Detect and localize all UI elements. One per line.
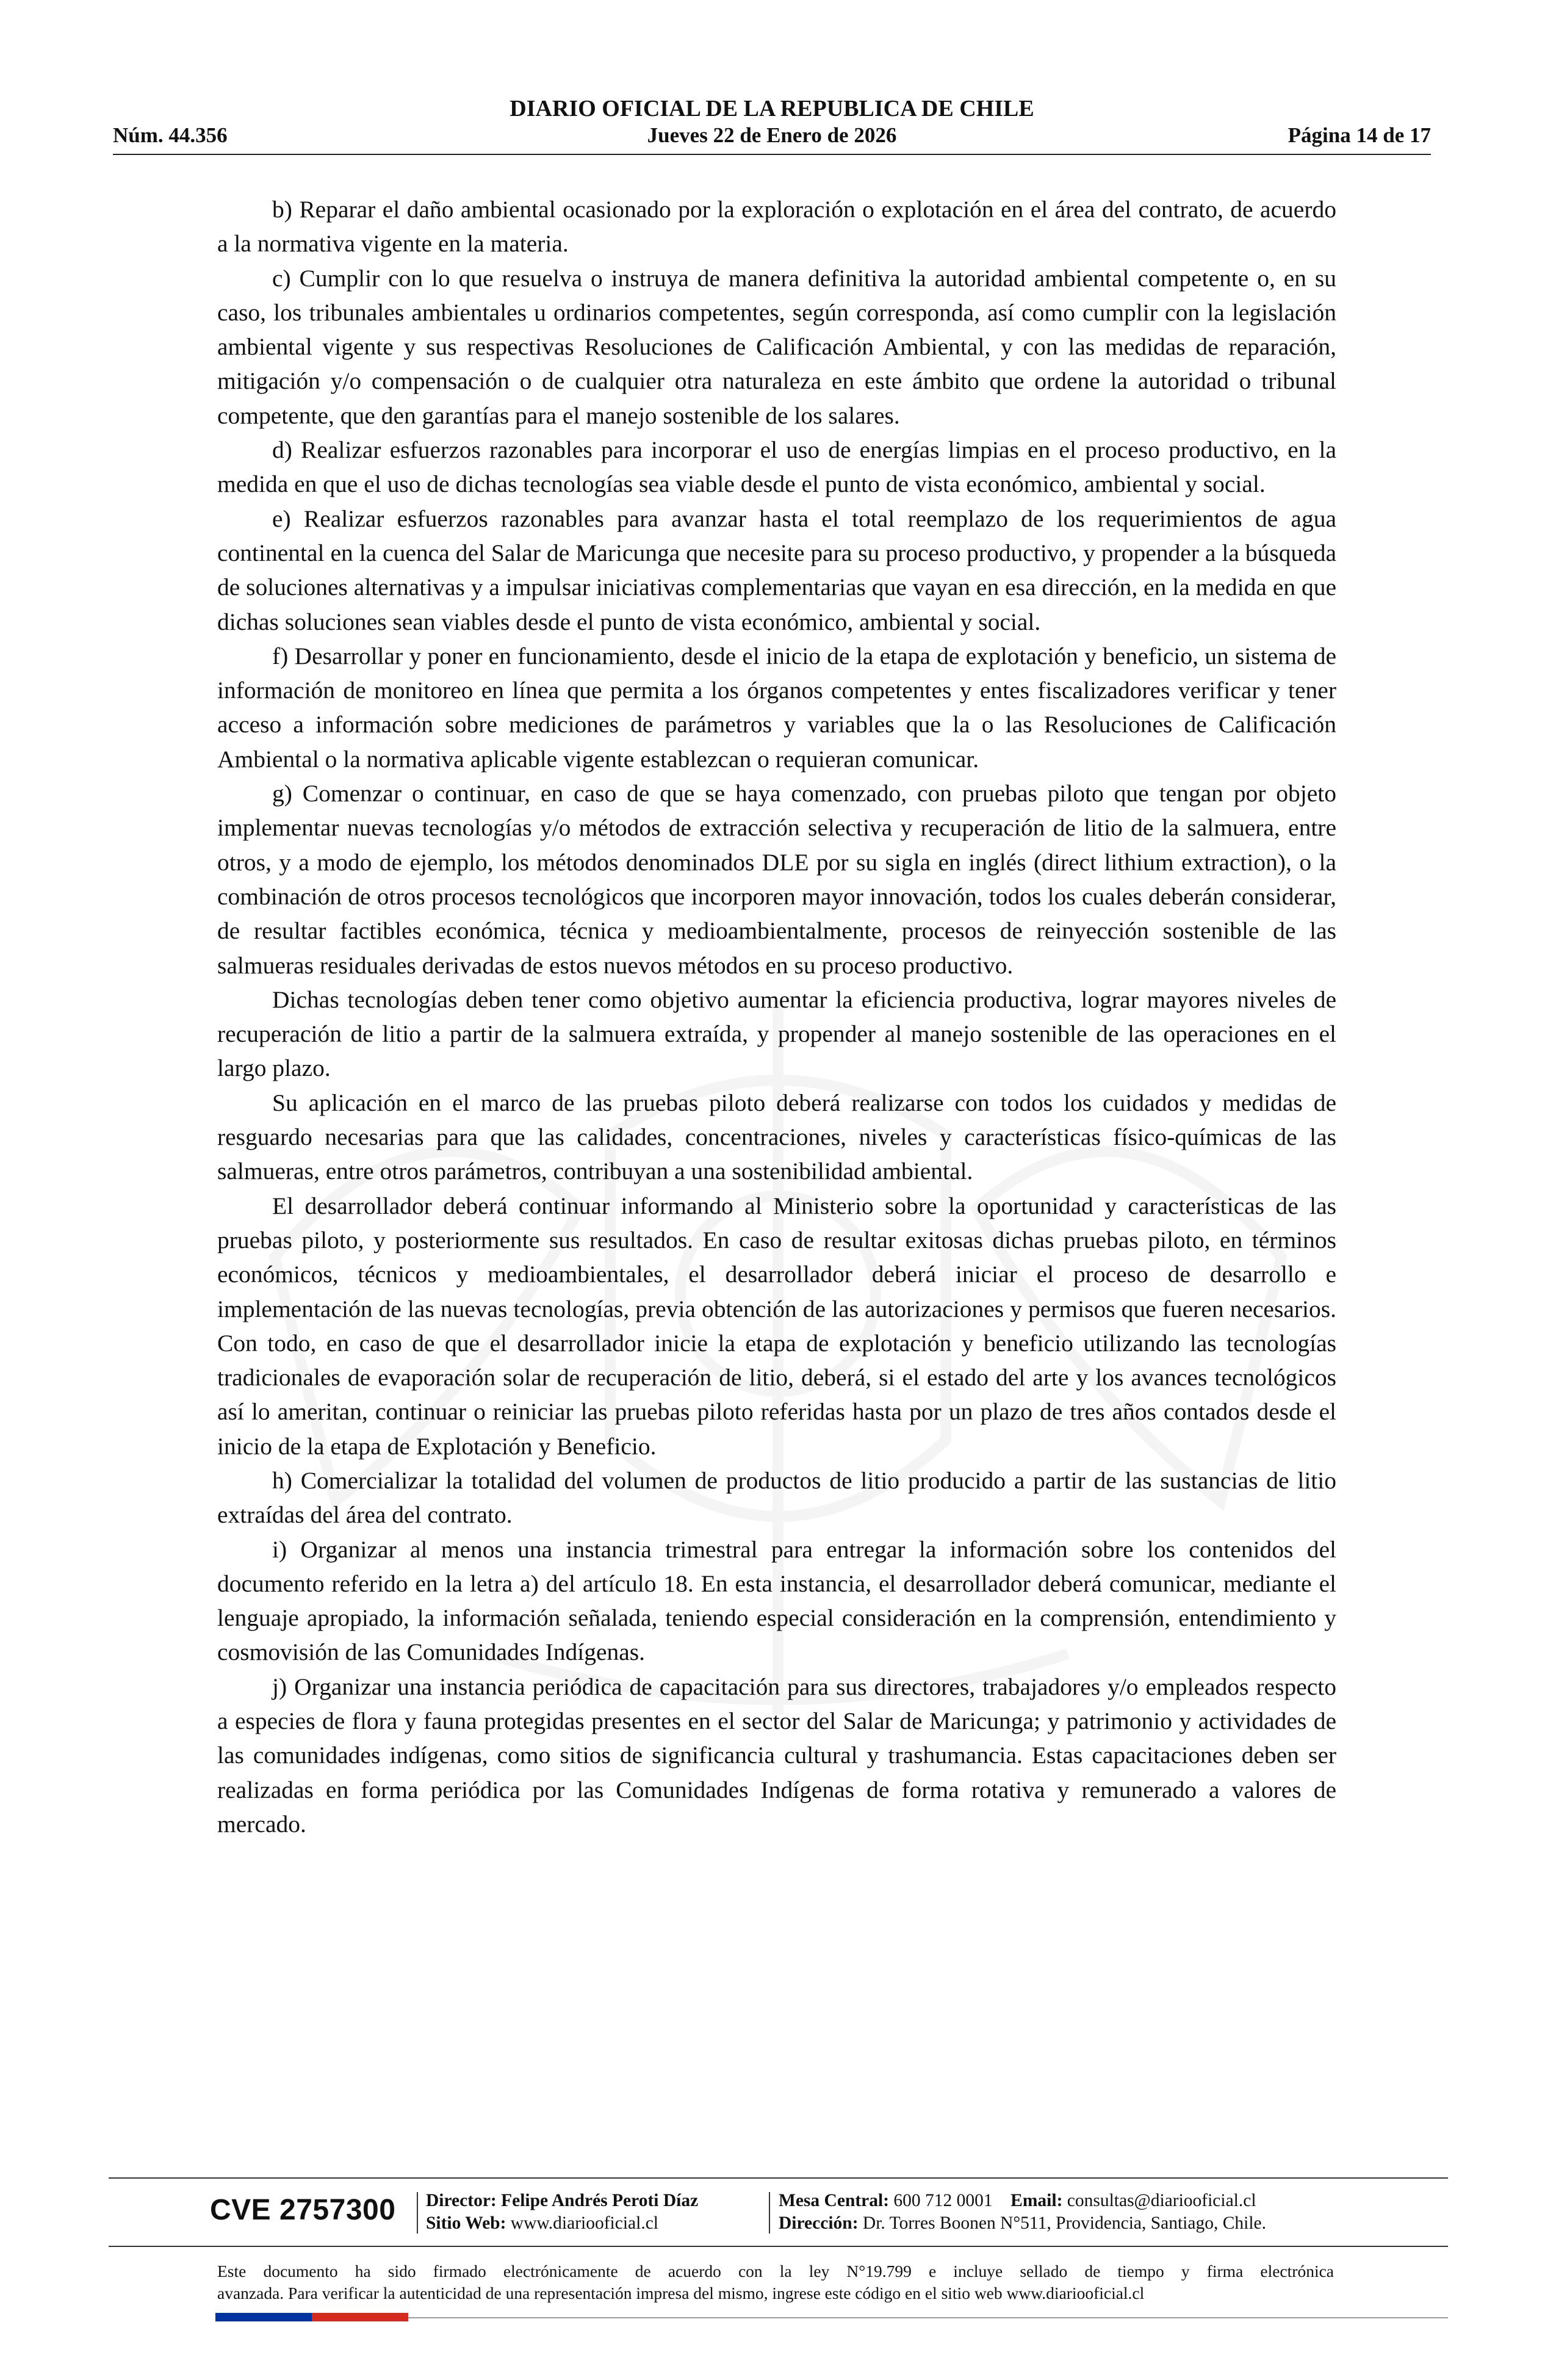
paragraph-c: c) Cumplir con lo que resuelva o instruya de manera definitiva la autoridad ambiental competente o, en su caso, los tribunales ambientales u ordinarios competentes, según corresponda, así como cumplir con la legislación ambiental vigente y sus respectivas Resoluciones de Calificación Ambiental, y con las medidas de reparación, mitigación y/o compensación o de cualquier otra naturaleza en este ámbito que ordene la autoridad o tribunal competente, que den garantías para el manejo sostenible de los salares. bbox=[217, 264, 1336, 429]
issue-date: Jueves 22 de Enero de 2026 bbox=[647, 123, 897, 147]
page-footer bbox=[109, 2177, 1448, 2360]
contact-info bbox=[779, 2190, 1266, 2235]
footer-bottom-rule bbox=[408, 2317, 1448, 2318]
issue-number: Núm. 44.356 bbox=[113, 123, 228, 147]
paragraph-g: g) Comenzar o continuar, en caso de que se haya comenzado, con pruebas piloto que tengan por objeto implementar nuevas tecnologías y/o métodos de extracción selectiva y recuperación de litio de la salmuera, entre otros, y a modo de ejemplo, los métodos denominados DLE por su sigla en inglés (direct lithium extraction), o la combinación de otros procesos tecnológicos que incorporen mayor innovación, todos los cuales deberán considerar, de resultar factibles económica, técnica y medioambientalmente, procesos de reinyección sostenible de las salmueras residuales derivadas de estos nuevos métodos en su proceso productivo. bbox=[217, 780, 1336, 979]
paragraph-g-developer: El desarrollador deberá continuar informando al Ministerio sobre la oportunidad y características de las pruebas piloto, y posteriormente sus resultados. En caso de resultar exitosas dichas pruebas piloto, en términos económicos, técnicos y medioambientales, el desarrollador deberá iniciar el proceso de desarrollo e implementación de las nuevas tecnologías, previa obtención de las autorizaciones y permisos que fueren necesarios. Con todo, en caso de que el desarrollador inicie la etapa de explotación y beneficio utilizando las tecnologías tradicionales de evaporación solar de recuperación de litio, deberá, si el estado del arte y los avances tecnológicos así lo ameritan, continuar o reiniciar las pruebas piloto referidas hasta por un plazo de tres años contados desde el inicio de la etapa de Explotación y Beneficio. bbox=[217, 1192, 1336, 1460]
paragraph-h: h) Comercializar la totalidad del volumen de productos de litio producido a partir de las sustancias de litio extraídas del área del contrato. bbox=[217, 1466, 1336, 1529]
document-body bbox=[217, 192, 1336, 1841]
director-info bbox=[426, 2190, 698, 2235]
mesa-label: Mesa Central: bbox=[779, 2191, 890, 2210]
address-label: Dirección: bbox=[779, 2213, 859, 2233]
page-header bbox=[113, 92, 1431, 159]
address-value: Dr. Torres Boonen N°511, Providencia, Santiago, Chile. bbox=[862, 2213, 1267, 2233]
website-link[interactable]: www.diariooficial.cl bbox=[510, 2213, 658, 2233]
cve-code: CVE 2757300 bbox=[210, 2194, 396, 2226]
legal-line: Este documento ha sido firmado electrónicamente de acuerdo con la ley N°19.799 e incluye sellado de tiempo y firma electrónica bbox=[217, 2262, 1334, 2281]
paragraph-f: f) Desarrollar y poner en funcionamiento, desde el inicio de la etapa de explotación y beneficio, un sistema de información de monitoreo en línea que permita a los órganos competentes y entes fiscalizadores verificar y tener acceso a información sobre mediciones de parámetros y variables que la o las Resoluciones de Calificación Ambiental o la normativa aplicable vigente establezcan o requieran comunicar. bbox=[217, 642, 1336, 773]
chilean-flag-stripe bbox=[215, 2313, 408, 2321]
page-indicator: Página 14 de 17 bbox=[1288, 123, 1431, 147]
flag-blue-segment bbox=[215, 2313, 312, 2321]
legal-notice bbox=[217, 2260, 1334, 2304]
director-label: Director: bbox=[426, 2191, 497, 2210]
mesa-phone: 600 712 0001 bbox=[893, 2191, 993, 2210]
legal-line: avanzada. Para verificar la autenticidad de una representación impresa del mismo, ingrese este código en el sitio web www.diariooficial.cl bbox=[217, 2284, 1145, 2302]
paragraph-d: d) Realizar esfuerzos razonables para incorporar el uso de energías limpias en el proceso productivo, en la medida en que el uso de dichas tecnologías sea viable desde el punto de vista económico, ambiental y social. bbox=[217, 436, 1336, 498]
email-link[interactable]: consultas@diariooficial.cl bbox=[1067, 2191, 1256, 2210]
footer-top-rule bbox=[109, 2177, 1448, 2179]
flag-red-segment bbox=[312, 2313, 408, 2321]
footer-separator bbox=[769, 2192, 770, 2234]
web-label: Sitio Web: bbox=[426, 2213, 506, 2233]
director-name: Felipe Andrés Peroti Díaz bbox=[501, 2191, 699, 2210]
paragraph-g-technologies: Dichas tecnologías deben tener como objetivo aumentar la eficiencia productiva, lograr mayores niveles de recuperación de litio a partir de la salmuera extraída, y propender al manejo sostenible de las operaciones en el largo plazo. bbox=[217, 986, 1336, 1082]
footer-mid-rule bbox=[109, 2246, 1448, 2247]
email-label: Email: bbox=[1010, 2191, 1063, 2210]
paragraph-b: b) Reparar el daño ambiental ocasionado por la exploración o explotación en el área del contrato, de acuerdo a la normativa vigente en la materia. bbox=[217, 196, 1336, 258]
paragraph-i: i) Organizar al menos una instancia trimestral para entregar la información sobre los contenidos del documento referido en la letra a) del artículo 18. En esta instancia, el desarrollador deberá comunicar, mediante el lenguaje apropiado, la información señalada, teniendo especial consideración en la comprensión, entendimiento y cosmovisión de las Comunidades Indígenas. bbox=[217, 1535, 1336, 1666]
paragraph-e: e) Realizar esfuerzos razonables para avanzar hasta el total reemplazo de los requerimientos de agua continental en la cuenca del Salar de Maricunga que necesite para su proceso productivo, y propender a la búsqueda de soluciones alternativas y a impulsar iniciativas complementarias que vayan en esa dirección, en la medida en que dichas soluciones sean viables desde el punto de vista económico, ambiental y social. bbox=[217, 505, 1336, 635]
paragraph-j: j) Organizar una instancia periódica de capacitación para sus directores, trabajadores y/o empleados respecto a especies de flora y fauna protegidas presentes en el sector del Salar de Maricunga; y patrimonio y actividades de las comunidades indígenas, como sitios de significancia cultural y trashumancia. Estas capacitaciones deben ser realizadas en forma periódica por las Comunidades Indígenas de forma rotativa y remunerado a valores de mercado. bbox=[217, 1673, 1336, 1837]
header-divider bbox=[113, 154, 1431, 155]
gazette-title: DIARIO OFICIAL DE LA REPUBLICA DE CHILE bbox=[510, 96, 1034, 121]
footer-separator bbox=[417, 2192, 418, 2234]
paragraph-g-application: Su aplicación en el marco de las pruebas piloto deberá realizarse con todos los cuidados y medidas de resguardo necesarias para que las calidades, concentraciones, niveles y características físico-químicas de las salmueras, entre otros parámetros, contribuyan a una sostenibilidad ambiental. bbox=[217, 1089, 1336, 1185]
